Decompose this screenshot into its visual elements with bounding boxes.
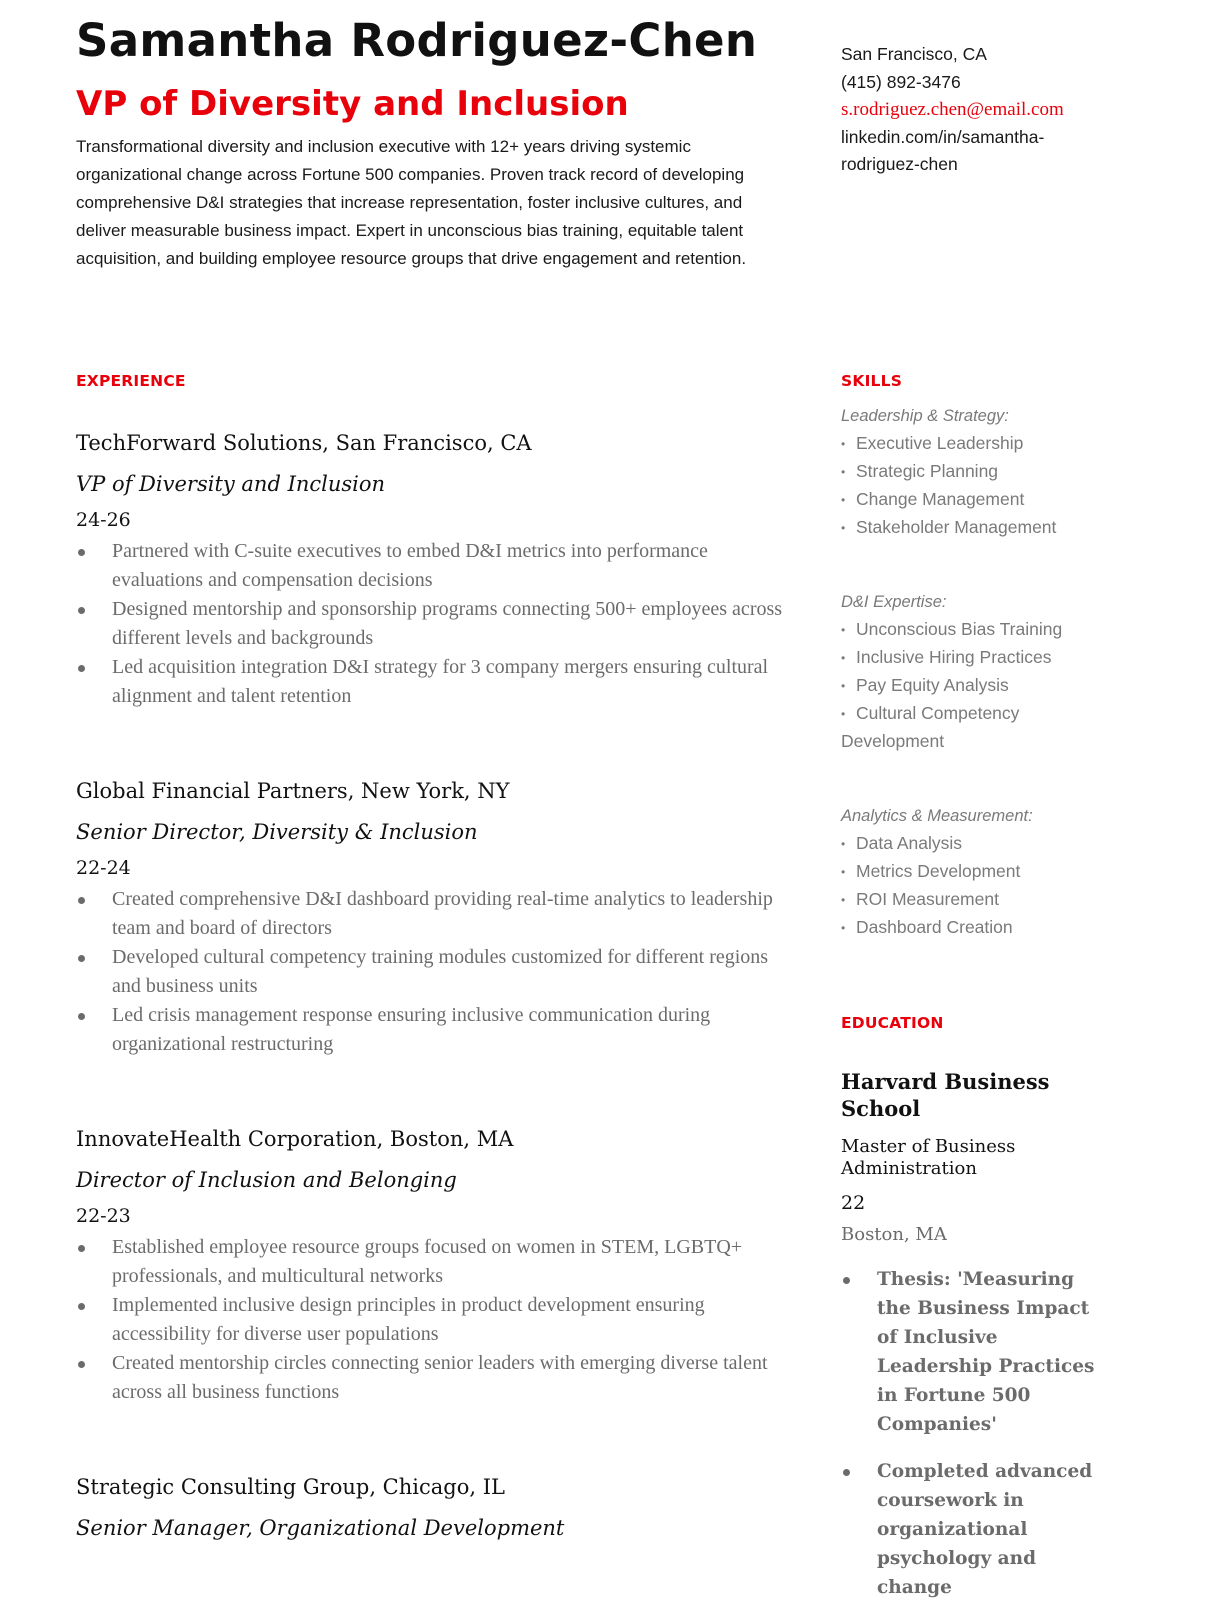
skill-item [841,514,1111,542]
job-entry [76,1472,786,1549]
skill-item [841,914,1111,942]
education-location: Boston, MA [841,1224,947,1245]
bullet-icon: • [841,865,846,879]
skill-text: Executive Leadership [856,433,1024,453]
job-bullet [76,943,786,1001]
job-bullets [76,537,786,711]
job-entry [76,428,786,711]
bullet-icon [78,607,85,614]
bullet-text: Partnered with C-suite executives to embed D&I metrics into performance evaluations and compensation decisions [112,540,708,591]
skill-item [841,430,1111,458]
bullet-icon: • [841,893,846,907]
skill-text: Dashboard Creation [856,917,1013,937]
education-entry [841,1068,1111,1620]
contact-linkedin-line1[interactable]: linkedin.com/in/samantha- [841,126,1045,147]
skill-item [841,886,1111,914]
skills-category: D&I Expertise: [841,593,947,611]
job-company: Global Financial Partners, New York, NY [76,779,510,803]
job-role: Senior Director, Diversity & Inclusion [76,820,478,844]
bullet-text: Led acquisition integration D&I strategy for 3 company mergers ensuring cultural alignment and talent retention [112,656,769,707]
skills-category: Analytics & Measurement: [841,807,1033,825]
bullet-icon [78,955,85,962]
skill-item [841,700,1041,755]
skills-list [841,830,1111,942]
bullet-icon: • [841,623,846,637]
job-bullet [76,595,786,653]
job-dates: 22-24 [76,857,131,879]
bullet-icon [78,1245,85,1252]
skills-list [841,430,1111,542]
bullet-icon: • [841,493,846,507]
education-bullet [841,1457,1111,1602]
bullet-text: Thesis: 'Measuring the Business Impact of Inclusive Leadership Practices in Fortune 500 Companies' [877,1269,1095,1435]
job-bullet [76,1233,786,1291]
skills-group [841,589,1111,755]
skill-item [841,858,1111,886]
education-year: 22 [841,1192,866,1214]
contact-email-link[interactable]: s.rodriguez.chen@email.com [841,99,1064,120]
contact-phone: (415) 892-3476 [841,71,961,92]
skill-text: Change Management [856,489,1025,509]
job-role: VP of Diversity and Inclusion [76,472,386,496]
candidate-headline: VP of Diversity and Inclusion [76,84,629,124]
skill-text: Cultural Competency Development [841,703,1020,751]
skill-text: Unconscious Bias Training [856,619,1063,639]
bullet-text: Developed cultural competency training modules customized for different regions and business units [112,946,769,997]
job-dates: 22-23 [76,1205,131,1227]
job-bullet [76,1001,786,1059]
bullet-icon: • [841,465,846,479]
education-section-title: EDUCATION [841,1014,944,1032]
job-company: Strategic Consulting Group, Chicago, IL [76,1475,505,1499]
education-school: Harvard Business School [841,1069,1050,1121]
bullet-icon [78,1013,85,1020]
skills-category: Leadership & Strategy: [841,407,1009,425]
bullet-text: Created mentorship circles connecting senior leaders with emerging diverse talent across all business functions [112,1352,768,1403]
bullet-icon [78,1303,85,1310]
bullet-text: Completed advanced coursework in organizational psychology and change [877,1461,1093,1598]
skill-item [841,616,1111,644]
job-bullet [76,1291,786,1349]
bullet-icon [843,1277,850,1284]
skill-text: Stakeholder Management [856,517,1057,537]
job-role: Senior Manager, Organizational Development [76,1516,565,1540]
bullet-icon: • [841,921,846,935]
skills-section-title: SKILLS [841,372,903,390]
job-entry [76,776,786,1059]
bullet-icon [78,1361,85,1368]
job-company: InnovateHealth Corporation, Boston, MA [76,1127,514,1151]
skill-text: ROI Measurement [856,889,999,909]
education-bullet [841,1265,1111,1439]
bullet-text: Established employee resource groups focused on women in STEM, LGBTQ+ professionals, and multicultural networks [112,1236,743,1287]
bullet-icon: • [841,437,846,451]
bullet-icon: • [841,707,846,721]
experience-section-title: EXPERIENCE [76,372,186,390]
contact-linkedin-line2[interactable]: rodriguez-chen [841,154,958,174]
skill-item [841,486,1111,514]
job-company: TechForward Solutions, San Francisco, CA [76,431,532,455]
job-entry [76,1124,786,1407]
skills-group [841,803,1111,942]
bullet-icon: • [841,679,846,693]
bullet-icon: • [841,837,846,851]
job-bullet [76,885,786,943]
job-bullets [76,885,786,1059]
job-bullets [76,1233,786,1407]
skill-item [841,644,1111,672]
skill-text: Inclusive Hiring Practices [856,647,1052,667]
skill-text: Data Analysis [856,833,963,853]
bullet-icon: • [841,651,846,665]
bullet-icon [78,549,85,556]
job-bullet [76,537,786,595]
skill-item [841,672,1111,700]
skills-list [841,616,1111,755]
professional-summary: Transformational diversity and inclusion executive with 12+ years driving systemic organizational change across Fortune 500 companies. Proven track record of developing comprehensive D&I strategies that increase representation, foster inclusive cultures, and deliver measurable business impact. Expert in unconscious bias training, equitable talent acquisition, and building employee resource groups that drive engagement and retention. [76,137,747,268]
skill-text: Strategic Planning [856,461,999,481]
bullet-icon: • [841,521,846,535]
job-dates: 24-26 [76,509,131,531]
bullet-text: Created comprehensive D&I dashboard providing real-time analytics to leadership team and board of directors [112,888,773,939]
bullet-text: Implemented inclusive design principles in product development ensuring accessibility for diverse user populations [112,1294,705,1345]
bullet-icon [78,665,85,672]
bullet-icon [843,1469,850,1476]
contact-location: San Francisco, CA [841,44,987,64]
job-bullet [76,653,786,711]
skill-item [841,458,1111,486]
skill-text: Pay Equity Analysis [856,675,1009,695]
education-bullets [841,1265,1111,1602]
education-degree: Master of Business Administration [841,1136,1016,1179]
skill-item [841,830,1111,858]
bullet-icon [78,897,85,904]
candidate-name: Samantha Rodriguez-Chen [76,14,758,67]
job-bullet [76,1349,786,1407]
job-role: Director of Inclusion and Belonging [76,1168,457,1192]
bullet-text: Led crisis management response ensuring inclusive communication during organizational restructuring [112,1004,711,1055]
skill-text: Metrics Development [856,861,1021,881]
skills-group [841,403,1111,542]
contact-info [841,41,1111,179]
bullet-text: Designed mentorship and sponsorship programs connecting 500+ employees across different levels and backgrounds [112,598,783,649]
